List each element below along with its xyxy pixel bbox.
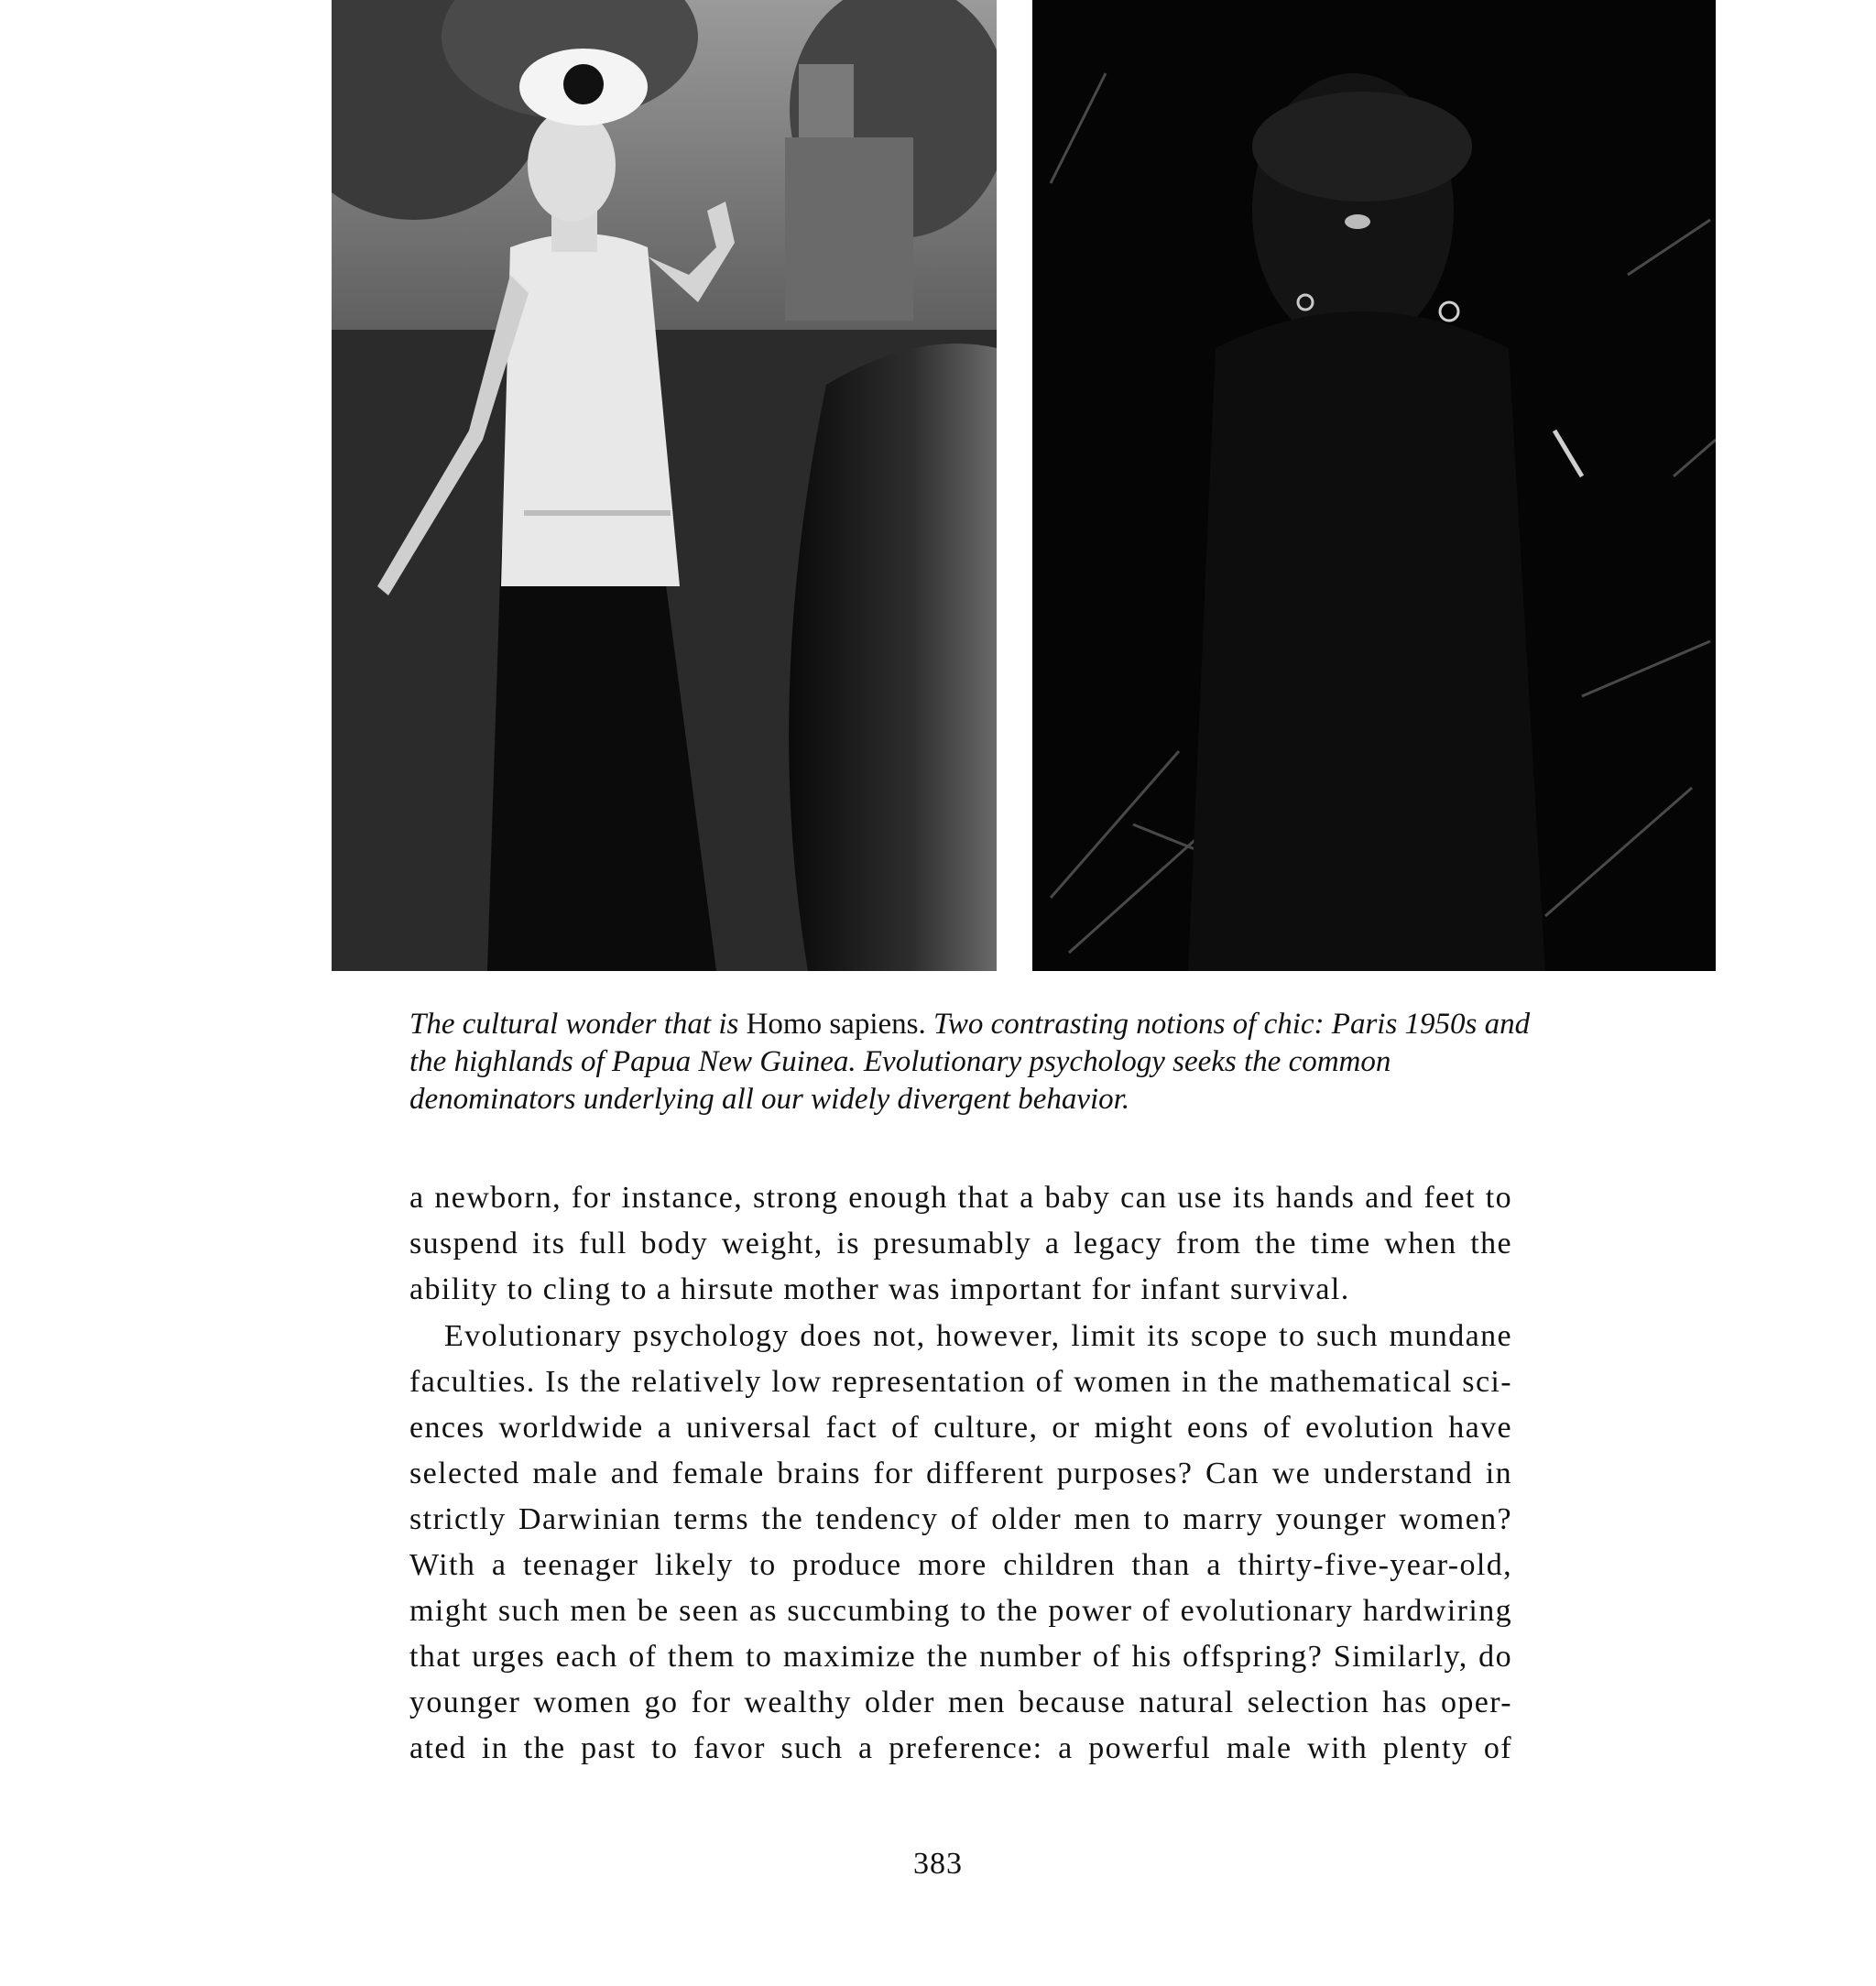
body-line: ences worldwide a universal fact of culture, or might eons of evolution have	[409, 1411, 1512, 1445]
body-paragraph-2	[409, 1314, 1512, 1772]
figure-caption	[409, 1006, 1536, 1118]
paris-model-image	[332, 0, 997, 971]
body-line: ability to cling to a hirsute mother was important for infant survival.	[409, 1272, 1350, 1306]
body-line: Evolutionary psychology does not, however, limit its scope to such mundane	[444, 1319, 1512, 1353]
body-line: that urges each of them to maximize the number of his offspring? Similarly, do	[409, 1640, 1512, 1674]
photo-papua-highlander	[1032, 0, 1716, 971]
body-line: suspend its full body weight, is presumably a legacy from the time when the	[409, 1227, 1512, 1260]
page-number: 383	[913, 1847, 963, 1881]
body-line: faculties. Is the relatively low representation of women in the mathematical sci-	[409, 1365, 1512, 1399]
body-line: ated in the past to favor such a preference: a powerful male with plenty of	[409, 1731, 1512, 1765]
body-line: younger women go for wealthy older men because natural selection has oper-	[409, 1686, 1512, 1719]
papua-highlander-image	[1032, 0, 1716, 971]
body-paragraph-1	[409, 1175, 1512, 1313]
body-line: With a teenager likely to produce more children than a thirty-five-year-old,	[409, 1548, 1512, 1582]
caption-species-name: Homo sapiens.	[746, 1008, 926, 1041]
caption-text-2: Two contrasting notions of chic: Paris 1950s and the highlands of Papua New Guinea. Evolutionary psychology seeks the common denominators underlying all our widely divergent behavior.	[409, 1008, 1531, 1116]
caption-text-1: The cultural wonder that is	[409, 1008, 747, 1041]
body-line: strictly Darwinian terms the tendency of older men to marry younger women?	[409, 1502, 1512, 1536]
body-line: selected male and female brains for different purposes? Can we understand in	[409, 1457, 1512, 1490]
body-line: might such men be seen as succumbing to the power of evolutionary hardwiring	[409, 1594, 1512, 1628]
body-line: a newborn, for instance, strong enough that a baby can use its hands and feet to	[409, 1181, 1512, 1215]
photo-paris-model	[332, 0, 997, 971]
